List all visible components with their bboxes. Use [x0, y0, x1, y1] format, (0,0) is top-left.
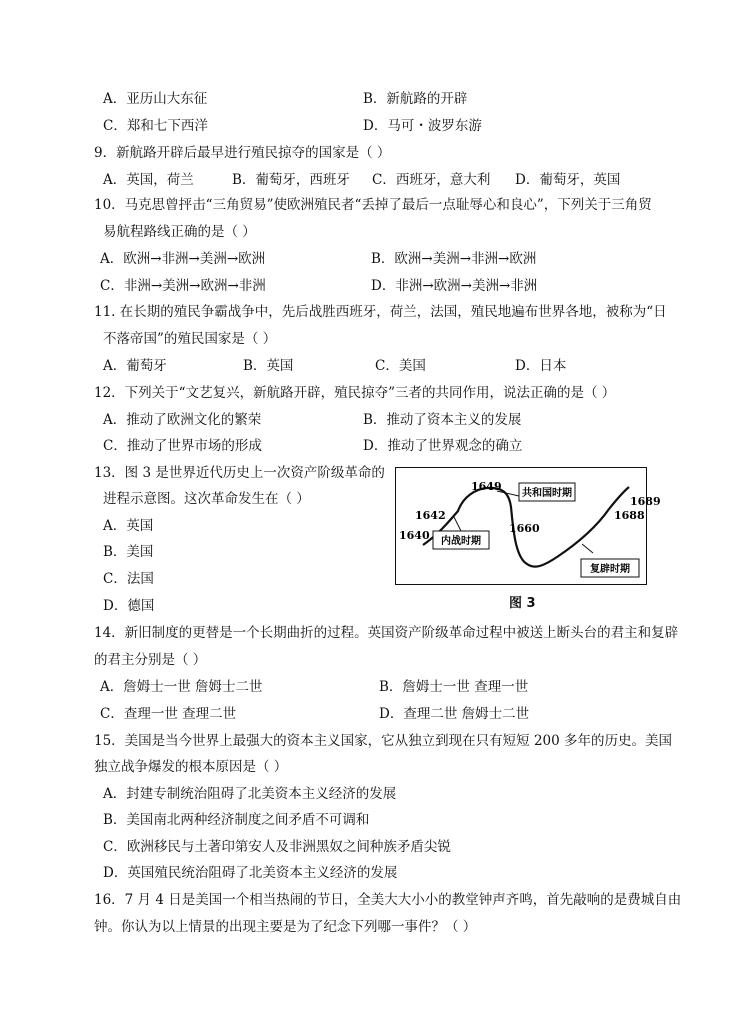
q15-option-d: D．英国殖民统治阻碍了北美资本主义经济的发展	[103, 865, 398, 881]
q13-stem-line2: 进程示意图。这次革命发生在（ ）	[103, 491, 310, 507]
q14-stem-line2: 的君主分别是（ ）	[94, 652, 207, 668]
q15-option-a: A．封建专制统治阻碍了北美资本主义经济的发展	[103, 786, 397, 802]
box-civil-war-label: 内战时期	[441, 536, 481, 547]
q10-option-a: A．欧洲→非洲→美洲→欧洲	[100, 251, 266, 267]
q15-stem-line1: 15．美国是当今世界上最强大的资本主义国家，它从独立到现在只有短短 200 多年的历史。美国	[94, 733, 673, 749]
box-republic-period	[519, 483, 575, 501]
q8-option-d: D．马可・波罗东游	[363, 118, 482, 134]
year-1688: 1688	[614, 509, 645, 522]
q12-option-d: D．推动了世界观念的确立	[363, 438, 523, 454]
q13-option-d: D．德国	[103, 598, 155, 614]
year-1689: 1689	[630, 495, 661, 508]
q14-option-b: B．詹姆士一世 查理一世	[379, 679, 529, 695]
q11-option-b: B．英国	[243, 358, 294, 374]
q10-option-c: C．非洲→美洲→欧洲→非洲	[100, 278, 266, 294]
q14-stem-line1: 14．新旧制度的更替是一个长期曲折的过程。英国资产阶级革命过程中被送上断头台的君主和复辟	[94, 625, 679, 641]
q8-option-a: A．亚历山大东征	[103, 91, 208, 107]
q15-option-b: B．美国南北两种经济制度之间矛盾不可调和	[103, 812, 370, 828]
q14-option-d: D．查理二世 詹姆士二世	[379, 706, 530, 722]
box-restoration-label: 复辟时期	[590, 564, 630, 575]
q11-option-a: A．葡萄牙	[103, 358, 167, 374]
q9-option-a: A．英国，荷兰	[103, 172, 194, 188]
q8-option-b: B．新航路的开辟	[363, 91, 468, 107]
q14-option-a: A．詹姆士一世 詹姆士二世	[100, 679, 263, 695]
q11-stem-line1: 11. 在长期的殖民争霸战争中，先后战胜西班牙，荷兰，法国，殖民地遍布世界各地，被称为“日	[94, 304, 667, 320]
box-civil-war-period	[433, 531, 489, 549]
figure-3-diagram	[395, 467, 661, 585]
figure-3-caption: 图 3	[509, 596, 536, 611]
q16-stem-line2: 钟。你认为以上情景的出现主要是为了纪念下列哪一事件？（ ）	[94, 919, 477, 935]
q9-stem: 9．新航路开辟后最早进行殖民掠夺的国家是（ ）	[94, 145, 391, 161]
q13-option-c: C．法国	[103, 571, 154, 587]
revolution-process-figure	[395, 467, 661, 585]
box-restoration-period	[581, 559, 639, 577]
q11-option-d: D．日本	[515, 358, 567, 374]
q12-option-b: B．推动了资本主义的发展	[363, 412, 522, 428]
q12-stem: 12．下列关于“文艺复兴，新航路开辟，殖民掠夺”三者的共同作用，说法正确的是（ ）	[94, 385, 616, 401]
q13-stem-line1: 13．图 3 是世界近代历史上一次资产阶级革命的	[94, 465, 385, 481]
q8-option-c: C．郑和七下西洋	[103, 118, 208, 134]
q9-option-c: C．西班牙，意大利	[372, 172, 491, 188]
year-1640: 1640	[399, 529, 430, 542]
q9-option-b: B．葡萄牙，西班牙	[232, 172, 350, 188]
q14-option-c: C．查理一世 查理二世	[100, 706, 237, 722]
q10-option-d: D．非洲→欧洲→美洲→非洲	[371, 278, 538, 294]
year-1660: 1660	[509, 522, 540, 535]
q12-option-a: A．推动了欧洲文化的繁荣	[103, 412, 262, 428]
q16-stem-line1: 16．7 月 4 日是美国一个相当热闹的节日，全美大大小小的教堂钟声齐鸣，首先敲响的是费城自由	[94, 892, 682, 908]
q15-stem-line2: 独立战争爆发的根本原因是（ ）	[94, 759, 288, 775]
box-republic-label: 共和国时期	[522, 488, 572, 499]
q10-stem-line1: 10．马克思曾抨击“三角贸易”使欧洲殖民者“丢掉了最后一点耻辱心和良心”，下列关于三角贸	[94, 197, 652, 213]
q13-option-b: B．美国	[103, 544, 154, 560]
q12-option-c: C．推动了世界市场的形成	[103, 438, 262, 454]
year-1642: 1642	[415, 509, 446, 522]
q11-stem-line2: 不落帝国”的殖民国家是（ ）	[103, 331, 277, 347]
year-1649: 1649	[471, 480, 502, 493]
q13-option-a: A．英国	[103, 518, 154, 534]
q10-stem-line2: 易航程路线正确的是（ ）	[103, 224, 256, 240]
q15-option-c: C．欧洲移民与土著印第安人及非洲黑奴之间种族矛盾尖锐	[103, 839, 451, 855]
q11-option-c: C．美国	[375, 358, 426, 374]
q10-option-b: B．欧洲→美洲→非洲→欧洲	[371, 251, 537, 267]
q9-option-d: D．葡萄牙，英国	[515, 172, 621, 188]
